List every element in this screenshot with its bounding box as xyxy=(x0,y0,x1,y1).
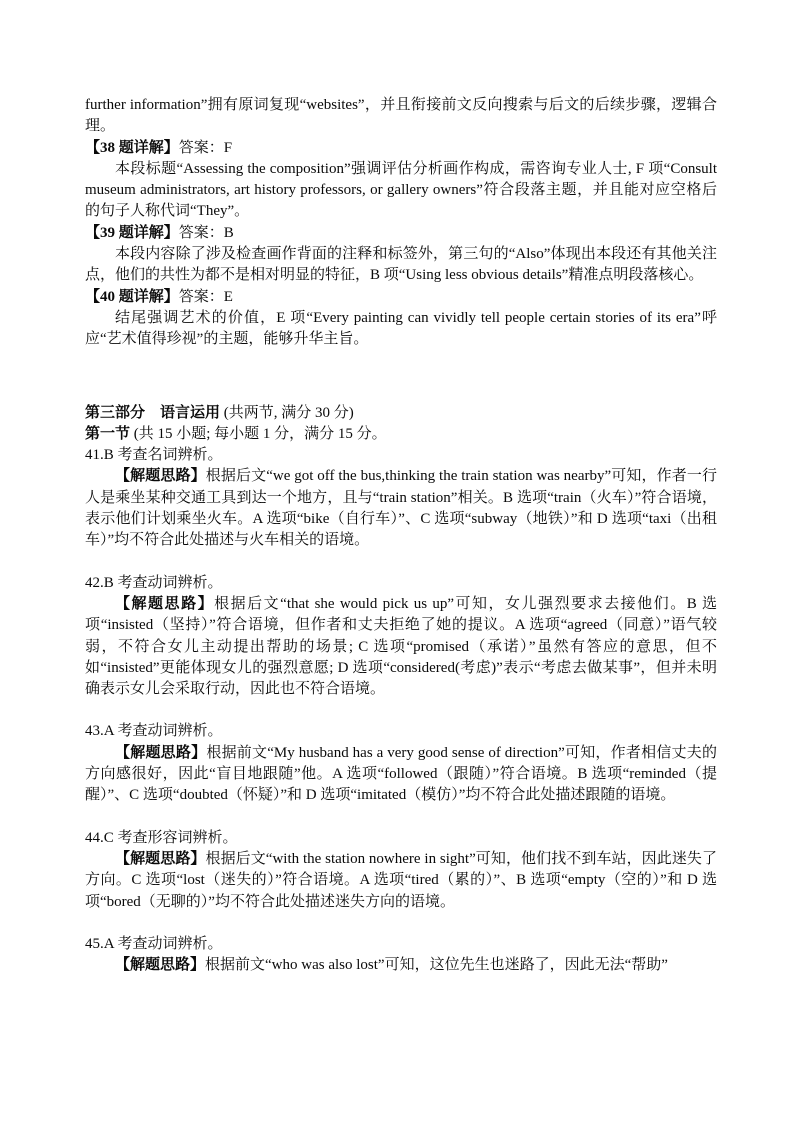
question-42-explanation xyxy=(85,594,717,700)
answer-label-39: 【39 题详解】 xyxy=(85,224,179,241)
question-45-text: 根据前文“who was also lost”可知，这位先生也迷路了，因此无法“帮助” xyxy=(205,957,668,974)
question-42-label: 【解题思路】 xyxy=(115,595,215,612)
answer-value-39: 答案：B xyxy=(178,224,234,241)
answer-value-38: 答案：F xyxy=(178,139,233,156)
answer-line-39 xyxy=(85,223,717,244)
question-43-label: 【解题思路】 xyxy=(115,744,207,761)
question-43-type: 考查动词辨析。 xyxy=(117,723,223,740)
question-41-label: 【解题思路】 xyxy=(115,468,206,485)
answer-label-38: 【38 题详解】 xyxy=(85,139,179,156)
continuation-paragraph: further information”拥有原词复现“websites”，并且衔接前文反向搜索与后文的后续步骤，逻辑合理。 xyxy=(85,97,717,135)
part3-heading xyxy=(85,403,717,424)
question-42-number: 42.B xyxy=(85,574,114,591)
question-44-heading xyxy=(85,828,717,849)
section1-heading-title: 第一节 xyxy=(85,425,131,442)
question-41-explanation xyxy=(85,466,717,551)
question-45-explanation xyxy=(85,955,717,976)
question-41-number: 41.B xyxy=(85,447,114,464)
part3-heading-title: 第三部分 语言运用 xyxy=(85,404,221,421)
question-41-heading xyxy=(85,445,717,466)
part3-heading-detail: (共两节, 满分 30 分) xyxy=(220,404,354,421)
answer-line-40 xyxy=(85,287,717,308)
question-44-type: 考查形容词辨析。 xyxy=(117,829,238,846)
explanation-39: 本段内容除了涉及检查画作背面的注释和标签外，第三句的“Also”体现出本段还有其他关注点，他们的共性为都不是相对明显的特征，B 项“Using less obvious details”精准点明段落核心。 xyxy=(85,246,717,284)
explanation-40: 结尾强调艺术的价值，E 项“Every painting can vividly tell people certain stories of its era”呼应“艺术值得珍视”的主题，能够升华主旨。 xyxy=(85,309,717,348)
question-41-type: 考查名词辨析。 xyxy=(117,447,223,464)
question-43-heading xyxy=(85,721,717,742)
question-45-heading xyxy=(85,934,717,955)
question-41-text: 根据后文“we got off the bus,thinking the train station was nearby”可知，作者一行人是乘坐某种交通工具到达一个地方，且与“train station”相关。B 选项“train（火车）”符合语境，表示他们计划乘坐火车。A 选项“bike（自行车）”、C 选项“subway（地铁）”和 D 选项“taxi（出租车）”均不符合此处描述与火车相关的语境。 xyxy=(85,468,717,549)
document-content xyxy=(85,95,717,976)
answer-label-40: 【40 题详解】 xyxy=(85,288,179,305)
answer-value-40: 答案：E xyxy=(178,288,233,305)
section1-heading xyxy=(85,424,717,445)
question-43-text: 根据前文“My husband has a very good sense of direction”可知，作者相信丈夫的方向感很好，因此“盲目地跟随”他。A 选项“followed（跟随）”符合语境。B 选项“reminded（提醒）”、C 选项“doubted（怀疑）”和 D 选项“imitated（模仿）”均不符合此处描述跟随的语境。 xyxy=(85,744,717,804)
question-44-explanation xyxy=(85,849,717,913)
question-45-type: 考查动词辨析。 xyxy=(117,935,223,952)
section1-heading-detail: (共 15 小题; 每小题 1 分，满分 15 分。 xyxy=(130,425,387,442)
question-44-text: 根据后文“with the station nowhere in sight”可知，他们找不到车站，因此迷失了方向。C 选项“lost（迷失的）”符合语境。A 选项“tired（累的）”、B 选项“empty（空的）”和 D 选项“bored（无聊的）”均不符合此处描述迷失方向的语境。 xyxy=(85,850,717,910)
question-45-label: 【解题思路】 xyxy=(115,957,206,974)
question-43-explanation xyxy=(85,743,717,807)
question-45-number: 45.A xyxy=(85,935,114,952)
question-42-type: 考查动词辨析。 xyxy=(117,574,223,591)
question-44-label: 【解题思路】 xyxy=(115,850,206,867)
explanation-38: 本段标题“Assessing the composition”强调评估分析画作构成，需咨询专业人士, F 项“Consult museum administrators, art history professors, or gallery owners”符合段落主题，并且能对应空格后的句子人称代词“They”。 xyxy=(85,160,717,220)
question-42-text: 根据后文“that she would pick us up”可知，女儿强烈要求去接他们。B 选项“insisted（坚持）”符合语境，但作者和丈夫拒绝了她的提议。A 选项“agreed（同意）”语气较弱，不符合女儿主动提出帮助的场景; C 选项“promised（承诺）”虽然有答应的意思，但不如“insisted”更能体现女儿的强烈意愿; D 选项“considered(考虑)”表示“考虑去做某事”，但并未明确表示女儿会采取行动，因此也不符合语境。 xyxy=(85,595,717,698)
question-43-number: 43.A xyxy=(85,723,114,740)
answer-line-38 xyxy=(85,138,717,159)
question-44-number: 44.C xyxy=(85,829,114,846)
question-42-heading xyxy=(85,573,717,594)
